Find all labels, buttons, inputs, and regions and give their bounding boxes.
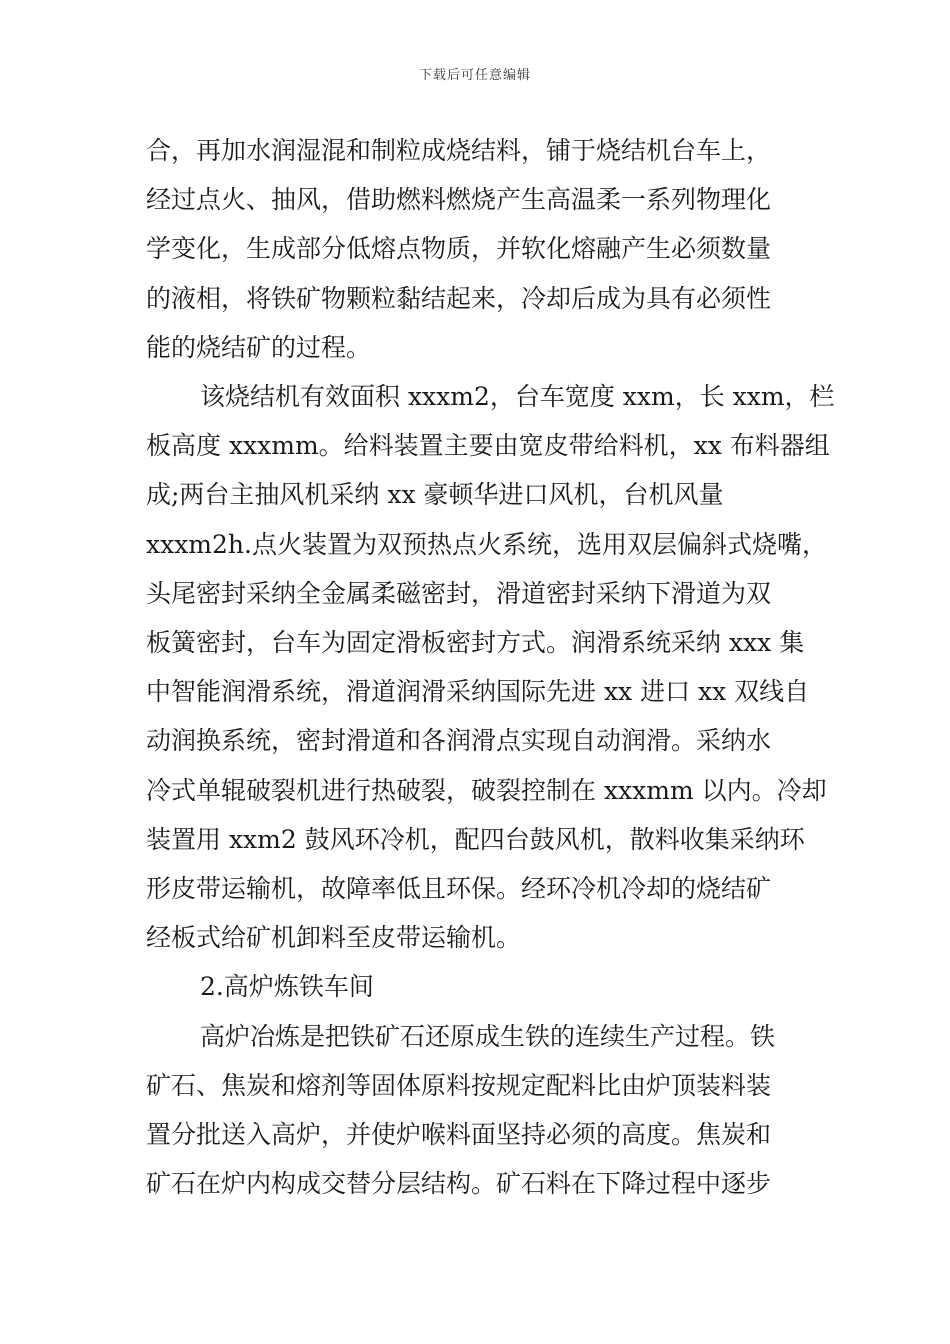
paragraph <box>146 372 835 962</box>
section-heading <box>146 962 806 1011</box>
text-line: 成;两台主抽风机采纳 xx 豪顿华进口风机，台机风量 <box>146 480 724 510</box>
text-line: 形皮带运输机，故障率低且环保。经环冷机冷却的烧结矿 <box>146 874 772 904</box>
text-line: xxxm2h.点火装置为双预热点火系统，选用双层偏斜式烧嘴， <box>146 529 827 559</box>
text-line: 2.高炉炼铁车间 <box>200 972 374 1002</box>
document-body <box>146 126 835 1208</box>
text-line: 动润换系统，密封滑道和各润滑点实现自动润滑。采纳水 <box>146 726 772 756</box>
text-line: 高炉冶炼是把铁矿石还原成生铁的连续生产过程。铁 <box>200 1021 776 1051</box>
paragraph <box>146 126 806 372</box>
text-line: 头尾密封采纳全金属柔磁密封，滑道密封采纳下滑道为双 <box>146 578 772 608</box>
text-line: 中智能润滑系统，滑道润滑采纳国际先进 xx 进口 xx 双线自 <box>146 677 810 707</box>
text-line: 板高度 xxxmm。给料装置主要由宽皮带给料机，xx 布料器组 <box>146 431 830 461</box>
text-line: 合，再加水润湿混和制粒成烧结料，铺于烧结机台车上， <box>146 136 772 165</box>
text-line: 的液相，将铁矿物颗粒黏结起来，冷却后成为具有必须性 <box>146 283 772 313</box>
text-line: 该烧结机有效面积 xxxm2，台车宽度 xxm，长 xxm，栏 <box>200 382 835 412</box>
text-line: 装置用 xxm2 鼓风环冷机，配四台鼓风机，散料收集采纳环 <box>146 824 805 854</box>
text-line: 经板式给矿机卸料至皮带运输机。 <box>146 923 522 953</box>
text-line: 能的烧结矿的过程。 <box>146 332 372 362</box>
text-line: 置分批送入高炉，并使炉喉料面坚持必须的高度。焦炭和 <box>146 1120 772 1150</box>
text-line: 学变化，生成部分低熔点物质，并软化熔融产生必须数量 <box>146 234 772 264</box>
text-line: 板簧密封，台车为固定滑板密封方式。润滑系统采纳 xxx 集 <box>146 628 805 658</box>
text-line: 矿石、焦炭和熔剂等固体原料按规定配料比由炉顶装料装 <box>146 1070 772 1100</box>
text-line: 冷式单辊破裂机进行热破裂，破裂控制在 xxxmm 以内。冷却 <box>146 775 827 805</box>
page-header: 下载后可任意编辑 <box>418 68 531 83</box>
text-line: 经过点火、抽风，借助燃料燃烧产生高温柔一系列物理化 <box>146 185 772 215</box>
paragraph <box>146 1012 806 1209</box>
text-line: 矿石在炉内构成交替分层结构。矿石料在下降过程中逐步 <box>146 1169 772 1199</box>
